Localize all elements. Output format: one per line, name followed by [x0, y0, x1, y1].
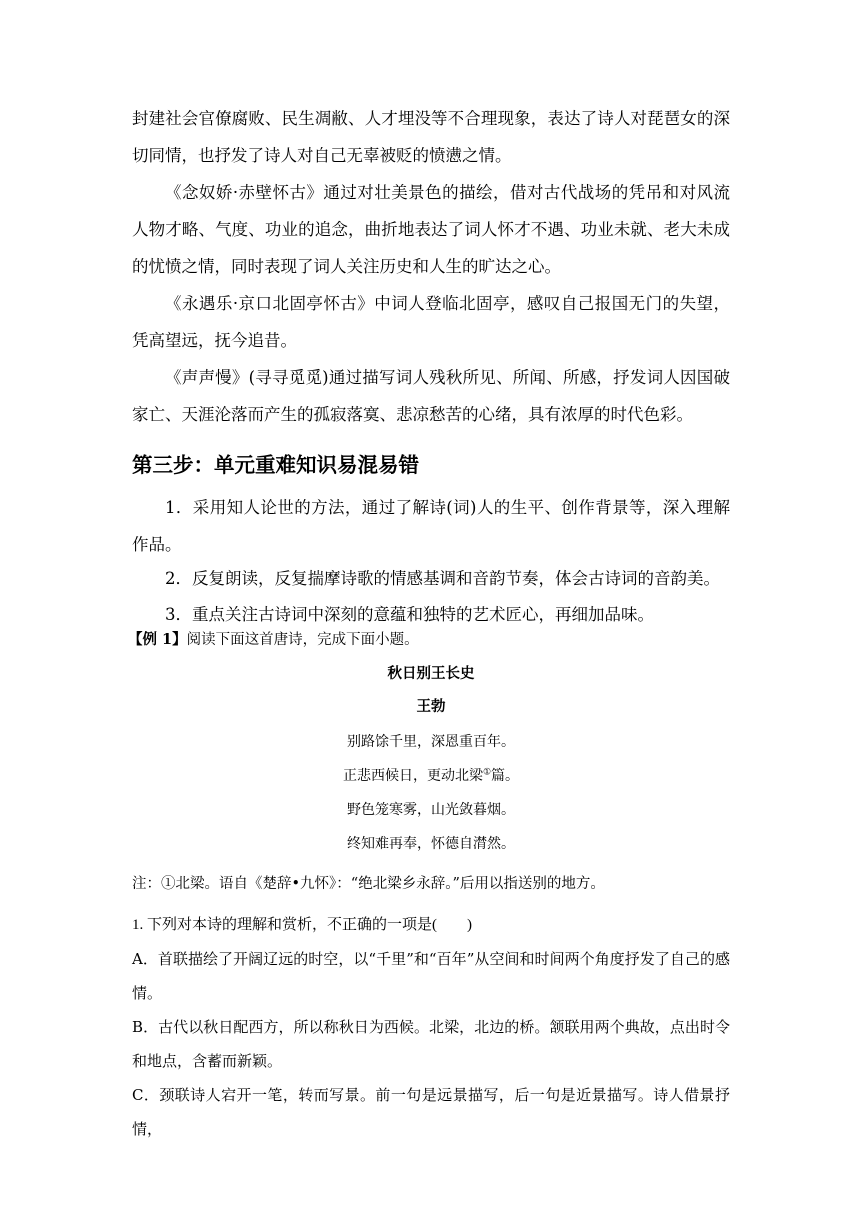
list-item-1: 1．采用知人论世的方法，通过了解诗(词)人的生平、创作背景等，深入理解作品。	[132, 498, 730, 554]
poem-title: 秋日别王长史	[387, 665, 475, 682]
poem-line-2-tail: 篇。	[491, 768, 520, 784]
question-1: 1. 下列对本诗的理解和赏析，不正确的一项是( )	[132, 917, 472, 933]
option-a: A．首联描绘了开阔辽远的时空，以“千里”和“百年”从空间和时间两个角度抒发了自己的感情。	[132, 950, 730, 1002]
paragraph-yongyule: 《永遇乐·京口北固亭怀古》中词人登临北固亭，感叹自己报国无门的失望，凭高望远，抚今追昔。	[132, 294, 730, 350]
paragraph-shengshengman: 《声声慢》(寻寻觅觅)通过描写词人残秋所见、所闻、所感，抒发词人因国破家亡、天涯沦落而产生的孤寂落寞、悲凉愁苦的心绪，具有浓厚的时代色彩。	[132, 368, 730, 424]
poem-body	[132, 725, 730, 861]
list-item-3: 3．重点关注古诗词中深刻的意蕴和独特的艺术匠心，再细加品味。	[165, 605, 654, 624]
option-c: C．颈联诗人宕开一笔，转而写景。前一句是远景描写，后一句是近景描写。诗人借景抒情，	[132, 1086, 730, 1138]
poem-line-3: 野色笼寒雾，山光敛暮烟。	[347, 802, 515, 818]
poem-line-2	[132, 759, 730, 793]
example-tag: 【例 1】	[128, 631, 187, 648]
footnote-mark: ①	[482, 767, 492, 778]
list-item-2: 2．反复朗读，反复揣摩诗歌的情感基调和音韵节奏，体会古诗词的音韵美。	[165, 569, 720, 588]
example-instruction: 阅读下面这首唐诗，完成下面小题。	[186, 632, 419, 648]
footnote: 注：①北梁。语自《楚辞•九怀》：“绝北梁乡永辞。”后用以指送别的地方。	[132, 876, 605, 892]
poem-line-1: 别路馀千里，深恩重百年。	[347, 734, 515, 750]
example-line	[128, 623, 726, 657]
section-heading: 第三步：单元重难知识易混易错	[132, 453, 419, 477]
poem-line-2-text: 正悲西候日，更动北梁	[342, 768, 483, 784]
option-b: B．古代以秋日配西方，所以称秋日为西候。北梁，北边的桥。颔联用两个典故，点出时令和地点，含蓄而新颖。	[132, 1018, 730, 1070]
paragraph-pipa-summary: 封建社会官僚腐败、民生凋敝、人才埋没等不合理现象，表达了诗人对琵琶女的深切同情，也抒发了诗人对自己无辜被贬的愤懑之情。	[132, 109, 730, 165]
paragraph-niannujiao: 《念奴娇·赤壁怀古》通过对壮美景色的描绘，借对古代战场的凭吊和对风流人物才略、气度、功业的追念，曲折地表达了词人怀才不遇、功业未就、老大未成的忧愤之情，同时表现了词人关注历史和人生的旷达之心。	[132, 183, 730, 276]
poem-author: 王勃	[416, 698, 446, 715]
poem-line-4: 终知难再奉，怀德自潸然。	[347, 836, 515, 852]
